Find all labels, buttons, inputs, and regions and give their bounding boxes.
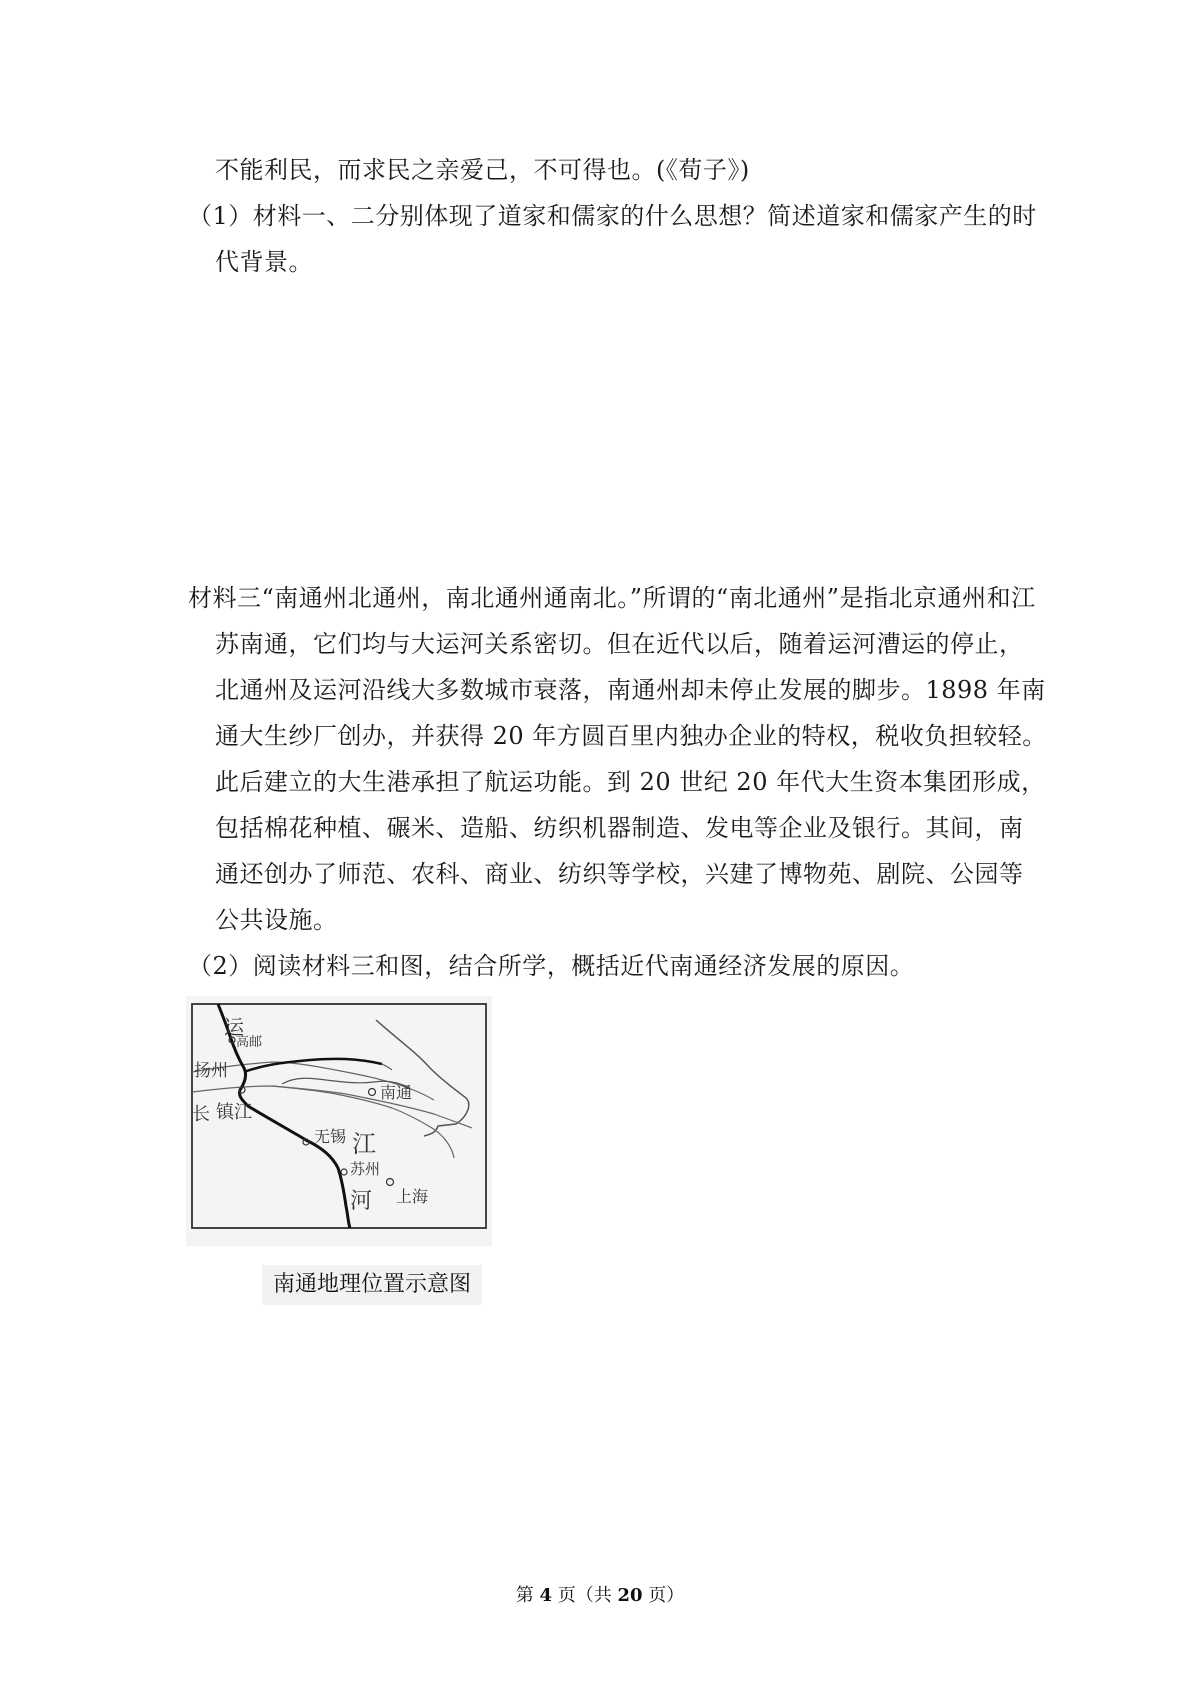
question-2-line-1: （2）阅读材料三和图，结合所学，概括近代南通经济发展的原因。 [188,952,915,980]
material-3-line-8: 公共设施。 [215,906,338,934]
map-label-jiang: 江 [352,1130,376,1158]
page-footer [0,1584,1200,1608]
material-3-line-6: 包括棉花种植、碾米、造船、纺织机器制造、发电等企业及银行。其间，南 [215,814,1024,842]
material-3-line-4: 通大生纱厂创办，并获得 20 年方圆百里内独办企业的特权，税收负担较轻。 [215,722,1047,750]
question-1-line-2: 代背景。 [215,248,313,276]
material-3-line-2: 苏南通，它们均与大运河关系密切。但在近代以后，随着运河漕运的停止， [215,630,1024,658]
map-label-he: 河 [350,1189,373,1214]
map-caption: 南通地理位置示意图 [262,1265,482,1305]
footer-total-pages: 20 [617,1585,643,1606]
footer-page-number: 4 [539,1585,552,1606]
map-label-gaoyou: 高邮 [236,1035,263,1050]
footer-suffix: 页） [642,1585,685,1606]
nantong-location-map [186,996,492,1246]
quote-end-line: 不能利民，而求民之亲爱己，不可得也。(《荀子》) [215,156,750,184]
map-label-suzhou: 苏州 [350,1160,381,1178]
material-3-line-7: 通还创办了师范、农科、商业、纺织等学校，兴建了博物苑、剧院、公园等 [215,860,1024,888]
map-label-yun: 运 [224,1015,244,1039]
footer-middle: 页（共 [552,1585,618,1606]
map-label-chang: 长 [192,1104,210,1125]
map-label-yangzhou: 扬州 [194,1061,228,1081]
map-label-wuxi: 无锡 [314,1127,347,1146]
map-label-zhenjiang: 镇江 [216,1102,252,1123]
map-label-nantong: 南通 [380,1083,413,1102]
question-1-line-1: （1）材料一、二分别体现了道家和儒家的什么思想？简述道家和儒家产生的时 [188,202,1037,230]
material-3-line-3: 北通州及运河沿线大多数城市衰落，南通州却未停止发展的脚步。1898 年南 [215,676,1046,704]
material-3-line-5: 此后建立的大生港承担了航运功能。到 20 世纪 20 年代大生资本集团形成， [215,768,1046,796]
footer-prefix: 第 [515,1585,540,1606]
map-label-shanghai: 上海 [396,1187,429,1206]
map-drawing [186,996,492,1246]
material-3-line-1: 材料三“南通州北通州，南北通州通南北。”所谓的“南北通州”是指北京通州和江 [188,584,1036,612]
